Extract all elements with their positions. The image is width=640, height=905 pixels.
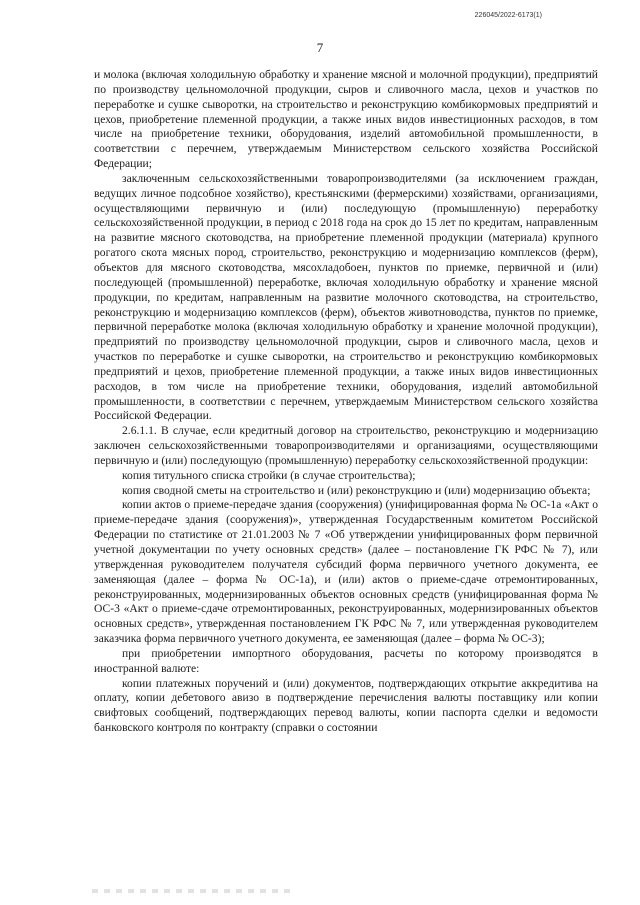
- paragraph: копии актов о приеме-передаче здания (сооружения) (унифицированная форма № ОС-1а «Акт о приеме-передаче здания (сооружения)», утвержденная Государственным комитетом Российской Федерации по статистике от 21.01.2003 № 7 «Об утверждении унифицированных форм первичной учетной документации по учету основных средств» (далее – постановление ГК РФС № 7), или утвержденная руководителем получателя субсидий форма первичного учетного документа, ее заменяющая (далее – форма № ОС-1а), и (или) актов о приеме-сдаче отремонтированных, реконструированных, модернизированных объектов основных средств (унифицированная форма № ОС-3 «Акт о приеме-сдаче отремонтированных, реконструированных, модернизированных объектов основных средств», утвержденная постановлением ГК РФС № 7, или утвержденная руководителем заказчика форма первичного учетного документа, ее заменяющая (далее – форма № ОС-3);: [94, 498, 598, 646]
- paragraph: копии платежных поручений и (или) документов, подтверждающих открытие аккредитива на оплату, копии дебетового авизо в подтверждение перечисления валюты поставщику или копии свифтовых сообщений, подтверждающих перевод валюты, копии паспорта сделки и ведомости банковского контроля по контракту (справки о состоянии: [94, 676, 598, 735]
- paragraph: 2.6.1.1. В случае, если кредитный договор на строительство, реконструкцию и модернизацию заключен сельскохозяйственными товаропроизводителями и организациями, осуществляющими первичную и (или) последующую (промышленную) переработку сельскохозяйственной продукции:: [94, 424, 598, 467]
- page-number: 7: [316, 40, 324, 55]
- paragraph: при приобретении импортного оборудования, расчеты по которому производятся в иностранной валюте:: [94, 646, 598, 675]
- faint-footer-mark: [92, 889, 292, 893]
- paragraph: заключенным сельскохозяйственными товаропроизводителями (за исключением граждан, ведущих личное подсобное хозяйство), крестьянскими (фермерскими) хозяйствами, организациями, осуществляющими первичную и (или) последующую (промышленную) переработку сельскохозяйственной продукции, в период с 2018 года на срок до 15 лет по кредитам, направленным на развитие мясного скотоводства, на приобретение племенной продукции (материала) крупного рогатого скота мясных пород, строительство, реконструкцию и модернизацию комплексов (ферм), объектов для мясного скотоводства, мясохладобоен, пунктов по приемке, первичной и (или) последующей (промышленной) переработке, включая холодильную обработку и хранение мясной продукции, по кредитам, направленным на развитие молочного скотоводства, на строительство, реконструкцию и модернизацию комплексов (ферм), объектов животноводства, пунктов по приемке, первичной переработке молока (включая холодильную обработку и хранение молочной продукции), предприятий по производству цельномолочной продукции, сыров и сливочного масла, цехов и участков по переработке и сушке сыворотки, на строительство и реконструкцию комбикормовых предприятий и цехов, приобретение племенной продукции, а также иных видов инвестиционных расходов, в том числе на приобретение техники, оборудования, изделий автомобильной промышленности, в соответствии с перечнем, утверждаемым Министерством сельского хозяйства Российской Федерации.: [94, 171, 598, 423]
- paragraph: копия титульного списка стройки (в случае строительства);: [122, 468, 416, 482]
- document-id: 226045/2022-6173(1): [474, 12, 542, 19]
- paragraph: и молока (включая холодильную обработку и хранение мясной и молочной продукции), предприятий по производству цельномолочной продукции, сыров и сливочного масла, цехов и участков по переработке и сушке сыворотки, на строительство и реконструкцию комбикормовых предприятий и цехов, приобретение племенной продукции, а также иных видов инвестиционных расходов, в том числе на приобретение техники, оборудования, изделий автомобильной промышленности, в соответствии с перечнем, утверждаемым Министерством сельского хозяйства Российской Федерации;: [94, 68, 598, 171]
- paragraph: копия сводной сметы на строительство и (или) реконструкцию и (или) модернизацию объекта;: [122, 483, 591, 497]
- body-text: [94, 68, 598, 736]
